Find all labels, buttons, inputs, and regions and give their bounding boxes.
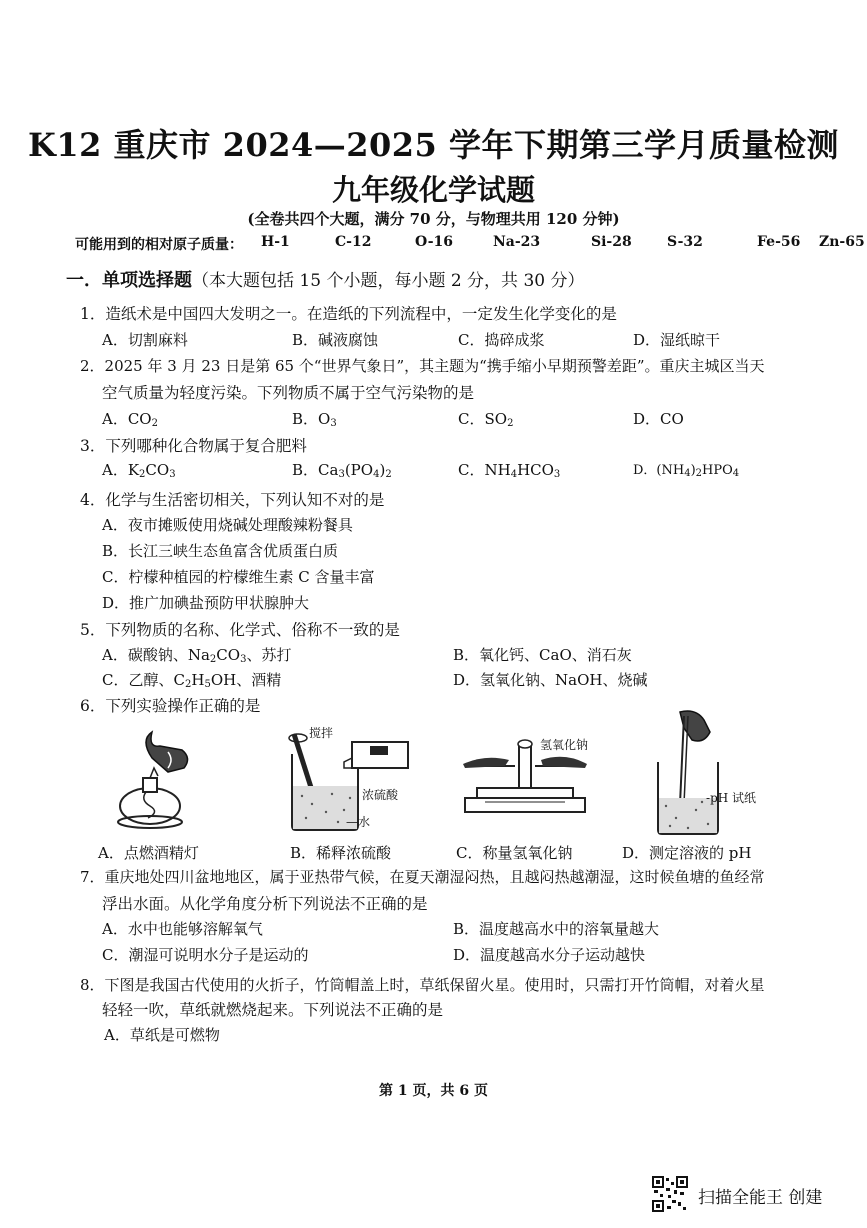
option-8a: A．草纸是可燃物 (104, 1026, 220, 1044)
option-3a: A．$K_2CO_3$ (102, 461, 176, 480)
option-7b: B．温度越高水中的溶氧量越大 (453, 920, 660, 938)
question-7-line2: 浮出水面。从化学角度分析下列说法不正确的是 (102, 895, 428, 913)
option-6b: B．稀释浓硫酸 (290, 844, 392, 862)
mass-item: Fe-56 (757, 234, 801, 250)
option-3b: B．$Ca_3(PO_4)_2$ (292, 461, 392, 480)
question-3: 3．下列哪种化合物属于复合肥料 (80, 437, 307, 455)
question-7-line1: 7．重庆地处四川盆地地区，属于亚热带气候，在夏天潮湿闷热，且越闷热越潮湿，这时候鱼塘的鱼经常 (80, 868, 765, 886)
masses-label: 可能用到的相对原子质量： (75, 237, 243, 253)
mass-item: H-1 (261, 234, 290, 250)
option-6c: C．称量氢氧化钠 (456, 844, 573, 862)
option-6d: D．测定溶液的 pH (622, 844, 752, 862)
option-7a: A．水中也能够溶解氧气 (102, 920, 263, 938)
option-1d: D．湿纸晾干 (633, 331, 721, 349)
option-5a: A．碳酸钠、$Na_2CO_3$、苏打 (102, 646, 292, 665)
option-6a: A．点燃酒精灯 (98, 844, 199, 862)
qr-code-icon (652, 1176, 688, 1212)
alcohol-lamp-figure (110, 728, 210, 834)
option-7c: C．潮湿可说明水分子是运动的 (102, 946, 309, 964)
option-1a: A．切割麻料 (102, 331, 188, 349)
stir-label: 搅拌 (309, 726, 334, 740)
question-4: 4．化学与生活密切相关，下列认知不对的是 (80, 491, 385, 509)
option-1b: B．碱液腐蚀 (292, 331, 379, 349)
ph-test-figure (650, 706, 740, 836)
option-4d: D．推广加碘盐预防甲状腺肿大 (102, 594, 310, 612)
option-5d: D．氢氧化钠、NaOH、烧碱 (453, 671, 648, 689)
option-2c: C．$SO_2$ (458, 410, 514, 429)
mass-item: S-32 (667, 234, 703, 250)
option-1c: C．捣碎成浆 (458, 331, 545, 349)
option-4c: C．柠檬种植园的柠檬维生素 C 含量丰富 (102, 568, 375, 586)
water-label: —水 (346, 815, 371, 829)
option-2a: A．$CO_2$ (102, 410, 158, 429)
option-5c: C．乙醇、$C_2H_5OH$、酒精 (102, 671, 282, 690)
option-5b: B．氧化钙、CaO、消石灰 (453, 646, 632, 664)
page-number: 第 1 页，共 6 页 (379, 1083, 488, 1099)
question-1: 1．造纸术是中国四大发明之一。在造纸的下列流程中，一定发生化学变化的是 (80, 305, 617, 323)
scanner-brand: 扫描全能王 创建 (698, 1188, 823, 1208)
mass-item: C-12 (335, 234, 372, 250)
exam-title: K12 重庆市 2024—2025 学年下期第三学月质量检测 (28, 126, 839, 164)
question-6: 6．下列实验操作正确的是 (80, 697, 261, 715)
question-5: 5．下列物质的名称、化学式、俗称不一致的是 (80, 621, 400, 639)
acid-label: 浓硫酸 (362, 788, 399, 802)
section-heading: 一．单项选择题（本大题包括 15 个小题，每小题 2 分，共 30 分） (66, 270, 585, 291)
option-2b: B．$O_3$ (292, 410, 337, 429)
mass-item: Zn-65 (819, 234, 865, 250)
exam-note: (全卷共四个大题，满分 70 分，与物理共用 120 分钟) (247, 210, 620, 228)
option-3c: C．$NH_4HCO_3$ (458, 461, 561, 480)
option-4a: A．夜市摊贩使用烧碱处理酸辣粉餐具 (102, 516, 353, 534)
option-7d: D．温度越高水分子运动越快 (453, 946, 646, 964)
question-2-line1: 2．2025 年 3 月 23 日是第 65 个“世界气象日”，其主题为“携手缩小早期预警差距”。重庆主城区当天 (80, 357, 765, 375)
question-2-line2: 空气质量为轻度污染。下列物质不属于空气污染物的是 (102, 384, 475, 402)
atomic-masses (75, 234, 865, 254)
option-3d: D．$(NH_4)_2HPO_4$ (633, 463, 740, 479)
question-8-line1: 8．下图是我国古代使用的火折子，竹筒帽盖上时，草纸保留火星。使用时，只需打开竹筒帽，对着火星 (80, 976, 765, 994)
mass-item: O-16 (415, 234, 454, 250)
mass-item: Si-28 (591, 234, 632, 250)
option-2d: D．CO (633, 410, 684, 428)
question-8-line2: 轻轻一吹，草纸就燃烧起来。下列说法不正确的是 (102, 1001, 444, 1019)
mass-item: Na-23 (493, 234, 541, 250)
option-4b: B．长江三峡生态鱼富含优质蛋白质 (102, 542, 339, 560)
exam-subtitle: 九年级化学试题 (331, 173, 535, 207)
naoh-label: 氢氧化钠 (540, 738, 589, 752)
ph-paper-label: -pH 试纸 (706, 791, 757, 805)
